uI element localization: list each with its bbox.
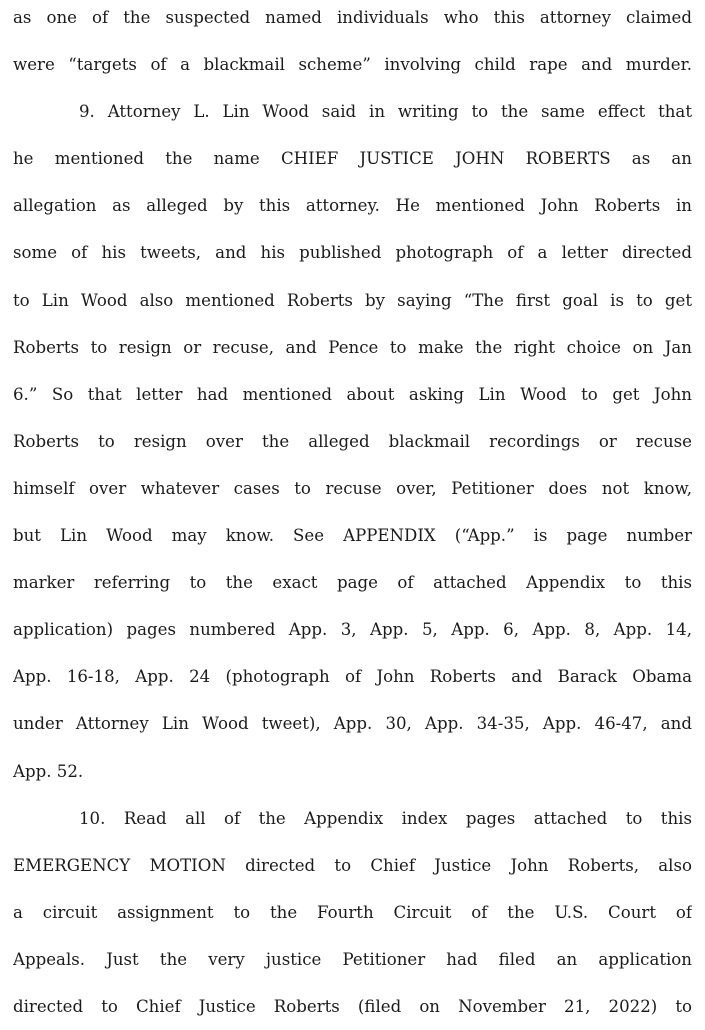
text-line: but Lin Wood may know. See APPENDIX (“App.” is page number [13, 526, 692, 546]
text-line: marker referring to the exact page of attached Appendix to this [13, 573, 692, 593]
text-line: App. 52. [13, 761, 84, 781]
document-page [13, 0, 692, 1030]
text-line: Appeals. Just the very justice Petitioner had filed an application [13, 949, 692, 969]
paragraph-9-first-line: 9. Attorney L. Lin Wood said in writing to the same effect that [79, 102, 692, 122]
text-line: under Attorney Lin Wood tweet), App. 30, App. 34-35, App. 46-47, and [13, 714, 692, 734]
text-line: application) pages numbered App. 3, App. 5, App. 6, App. 8, App. 14, [13, 620, 692, 640]
text-line: allegation as alleged by this attorney. He mentioned John Roberts in [13, 196, 692, 216]
text-line: Roberts to resign over the alleged blackmail recordings or recuse [13, 431, 692, 451]
text-line: 6.” So that letter had mentioned about asking Lin Wood to get John [13, 384, 692, 404]
text-line: a circuit assignment to the Fourth Circuit of the U.S. Court of [13, 902, 692, 922]
text-line: were “targets of a blackmail scheme” involving child rape and murder. [13, 55, 692, 75]
text-line: directed to Chief Justice Roberts (filed on November 21, 2022) to [13, 996, 692, 1016]
text-line: Roberts to resign or recuse, and Pence to make the right choice on Jan [13, 337, 692, 357]
text-line: EMERGENCY MOTION directed to Chief Justice John Roberts, also [13, 855, 692, 875]
text-line: some of his tweets, and his published photograph of a letter directed [13, 243, 692, 263]
text-line: App. 16-18, App. 24 (photograph of John Roberts and Barack Obama [13, 667, 692, 687]
paragraph-10-first-line: 10. Read all of the Appendix index pages attached to this [79, 808, 692, 828]
text-line: as one of the suspected named individuals who this attorney claimed [13, 8, 692, 27]
text-line: himself over whatever cases to recuse over, Petitioner does not know, [13, 478, 692, 498]
text-line: to Lin Wood also mentioned Roberts by saying “The first goal is to get [13, 290, 692, 310]
text-line: he mentioned the name CHIEF JUSTICE JOHN ROBERTS as an [13, 149, 692, 169]
